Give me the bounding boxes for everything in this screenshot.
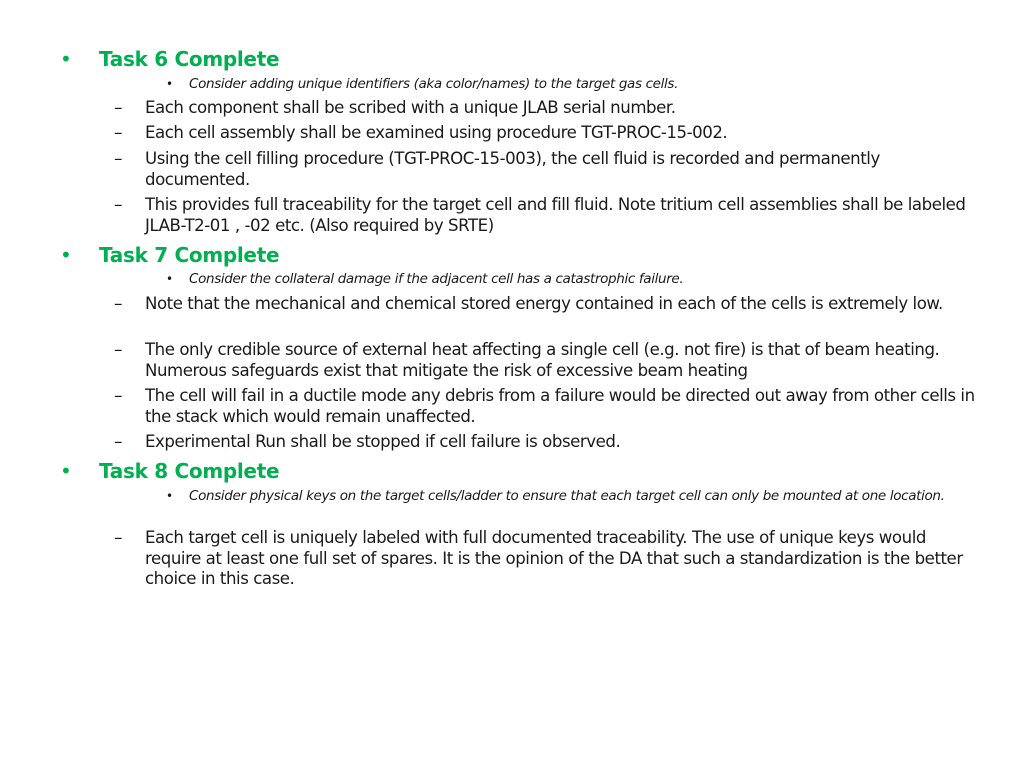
task-6-title: Task 6 Complete (99, 47, 280, 71)
dash-icon: – (114, 294, 123, 314)
dash-icon: – (114, 98, 123, 118)
list-item-text: Each component shall be scribed with a unique JLAB serial number. (145, 98, 676, 117)
bullet-icon: • (166, 272, 174, 286)
dash-icon: – (114, 432, 123, 452)
dash-icon: – (114, 528, 123, 548)
bullet-icon: • (166, 77, 174, 91)
task-8-title: Task 8 Complete (99, 459, 280, 483)
dash-icon: – (114, 149, 123, 169)
task-6-heading (0, 46, 1024, 72)
task-7-heading (0, 242, 1024, 268)
task-6-note-text: Consider adding unique identifiers (aka color/names) to the target gas cells. (189, 76, 679, 92)
list-item-text: This provides full traceability for the target cell and fill fluid. Note tritium cell assemblies shall be labeled JLAB-T2-01 , -02 etc. (Also required by SRTE) (145, 195, 966, 235)
dash-icon: – (114, 386, 123, 406)
list-item-text: Using the cell filling procedure (TGT-PROC-15-003), the cell fluid is recorded and permanently documented. (145, 149, 880, 189)
task-8-note-text: Consider physical keys on the target cells/ladder to ensure that each target cell can only be mounted at one location. (189, 488, 945, 504)
list-item-text: Each cell assembly shall be examined using procedure TGT-PROC-15-002. (145, 123, 728, 142)
list-item-text: Note that the mechanical and chemical stored energy contained in each of the cells is extremely low. (145, 294, 943, 313)
bullet-icon: • (166, 489, 174, 503)
list-item-text: Each target cell is uniquely labeled with full documented traceability. The use of unique keys would require at least one full set of spares. It is the opinion of the DA that such a standardization is the better choice in this case. (145, 528, 963, 589)
bullet-icon: • (60, 243, 72, 267)
list-item-text: The cell will fail in a ductile mode any debris from a failure would be directed out away from other cells in the stack which would remain unaffected. (145, 386, 975, 426)
list-item-text: Experimental Run shall be stopped if cell failure is observed. (145, 432, 621, 451)
task-8-heading (0, 458, 1024, 484)
dash-icon: – (114, 340, 123, 360)
list-item-text: The only credible source of external heat affecting a single cell (e.g. not fire) is that of beam heating. Numerous safeguards exist that mitigate the risk of excessive beam heating (145, 340, 940, 380)
task-7-title: Task 7 Complete (99, 243, 280, 267)
bullet-icon: • (60, 47, 72, 71)
task-7-note-text: Consider the collateral damage if the adjacent cell has a catastrophic failure. (189, 271, 684, 287)
bullet-icon: • (60, 459, 72, 483)
dash-icon: – (114, 123, 123, 143)
dash-icon: – (114, 195, 123, 215)
